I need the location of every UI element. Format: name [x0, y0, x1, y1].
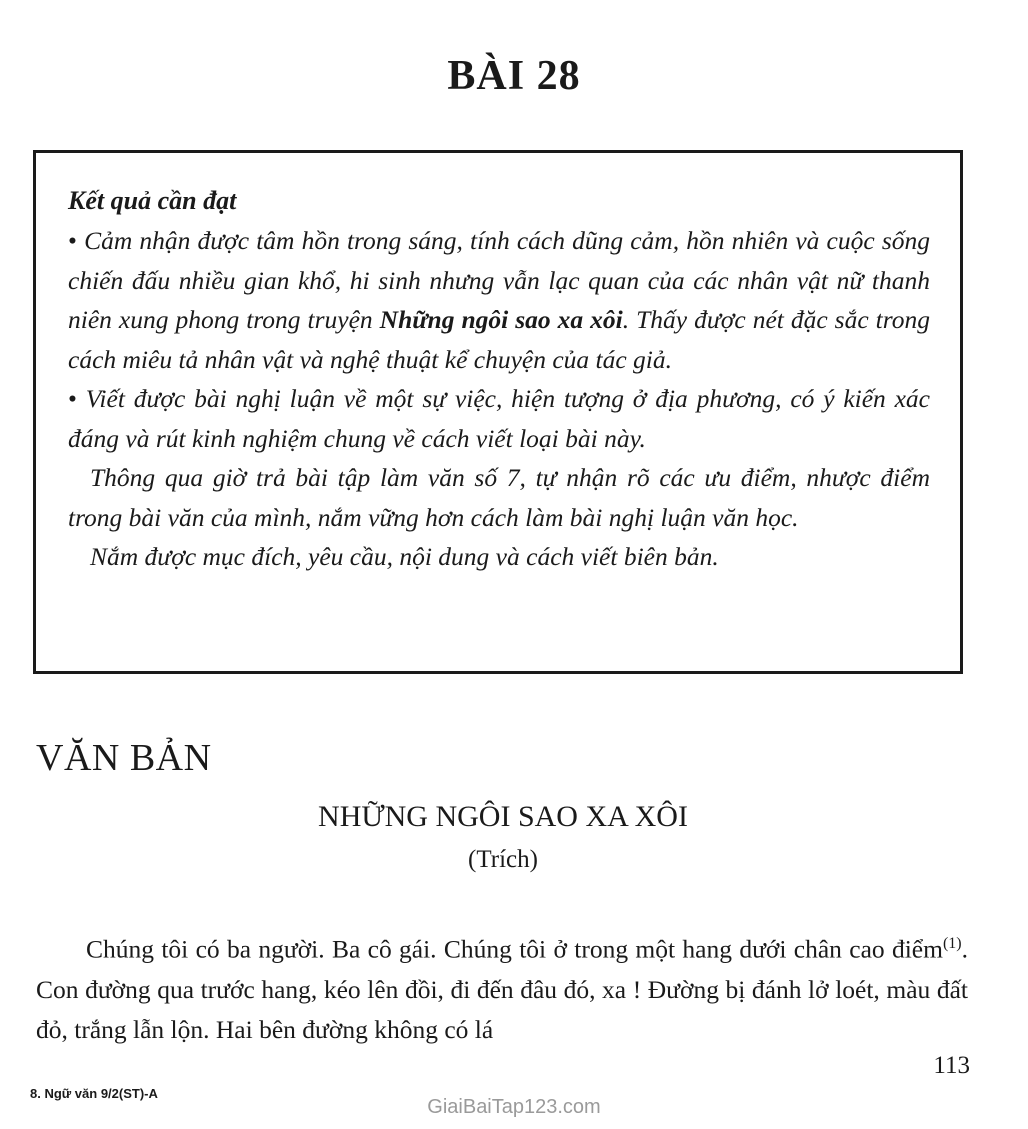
goal-item-1: • Cảm nhận được tâm hồn trong sáng, tính cách dũng cảm, hồn nhiên và cuộc sống chiến đấu nhiều gian khổ, hi sinh nhưng vẫn lạc quan của các nhân vật nữ thanh niên xung phong trong truyện Những ngôi sao xa xôi. Thấy được nét đặc sắc trong cách miêu tả nhân vật và nghệ thuật kể chuyện của tác giả. [68, 221, 930, 379]
page-number: 113 [933, 1052, 970, 1079]
goal-item-3: Thông qua giờ trả bài tập làm văn số 7, tự nhận rõ các ưu điểm, nhược điểm trong bài văn của mình, nắm vững hơn cách làm bài nghị luận văn học. [68, 463, 930, 532]
goals-heading: Kết quả cần đạt [68, 186, 237, 215]
section-heading: VĂN BẢN [36, 737, 212, 779]
body-text [36, 924, 968, 1050]
body-paragraph: Chúng tôi có ba người. Ba cô gái. Chúng tôi ở trong một hang dưới chân cao điểm$^{(1)}$. Con đường qua trước hang, kéo lên đồi, đi đến đâu đó, xa ! Đường bị đánh lở loét, màu đất đỏ, trắng lẫn lộn. Hai bên đường không có lá [36, 934, 968, 1044]
goal-item-2: • Viết được bài nghị luận về một sự việc, hiện tượng ở địa phương, có ý kiến xác đáng và rút kinh nghiệm chung về cách viết loại bài này. [68, 379, 930, 458]
learning-goals-box [33, 150, 963, 674]
work-title: NHỮNG NGÔI SAO XA XÔI [318, 800, 688, 833]
watermark: GiaiBaiTap123.com [427, 1096, 601, 1118]
lesson-title: BÀI 28 [447, 53, 581, 99]
footer-label: 8. Ngữ văn 9/2(ST)-A [30, 1086, 158, 1101]
goal-item-4: Nắm được mục đích, yêu cầu, nội dung và cách viết biên bản. [90, 542, 719, 571]
work-subtitle: (Trích) [468, 846, 538, 873]
story-title-bold: Những ngôi sao xa xôi [379, 305, 623, 334]
footnote-ref: (1) [942, 935, 962, 952]
